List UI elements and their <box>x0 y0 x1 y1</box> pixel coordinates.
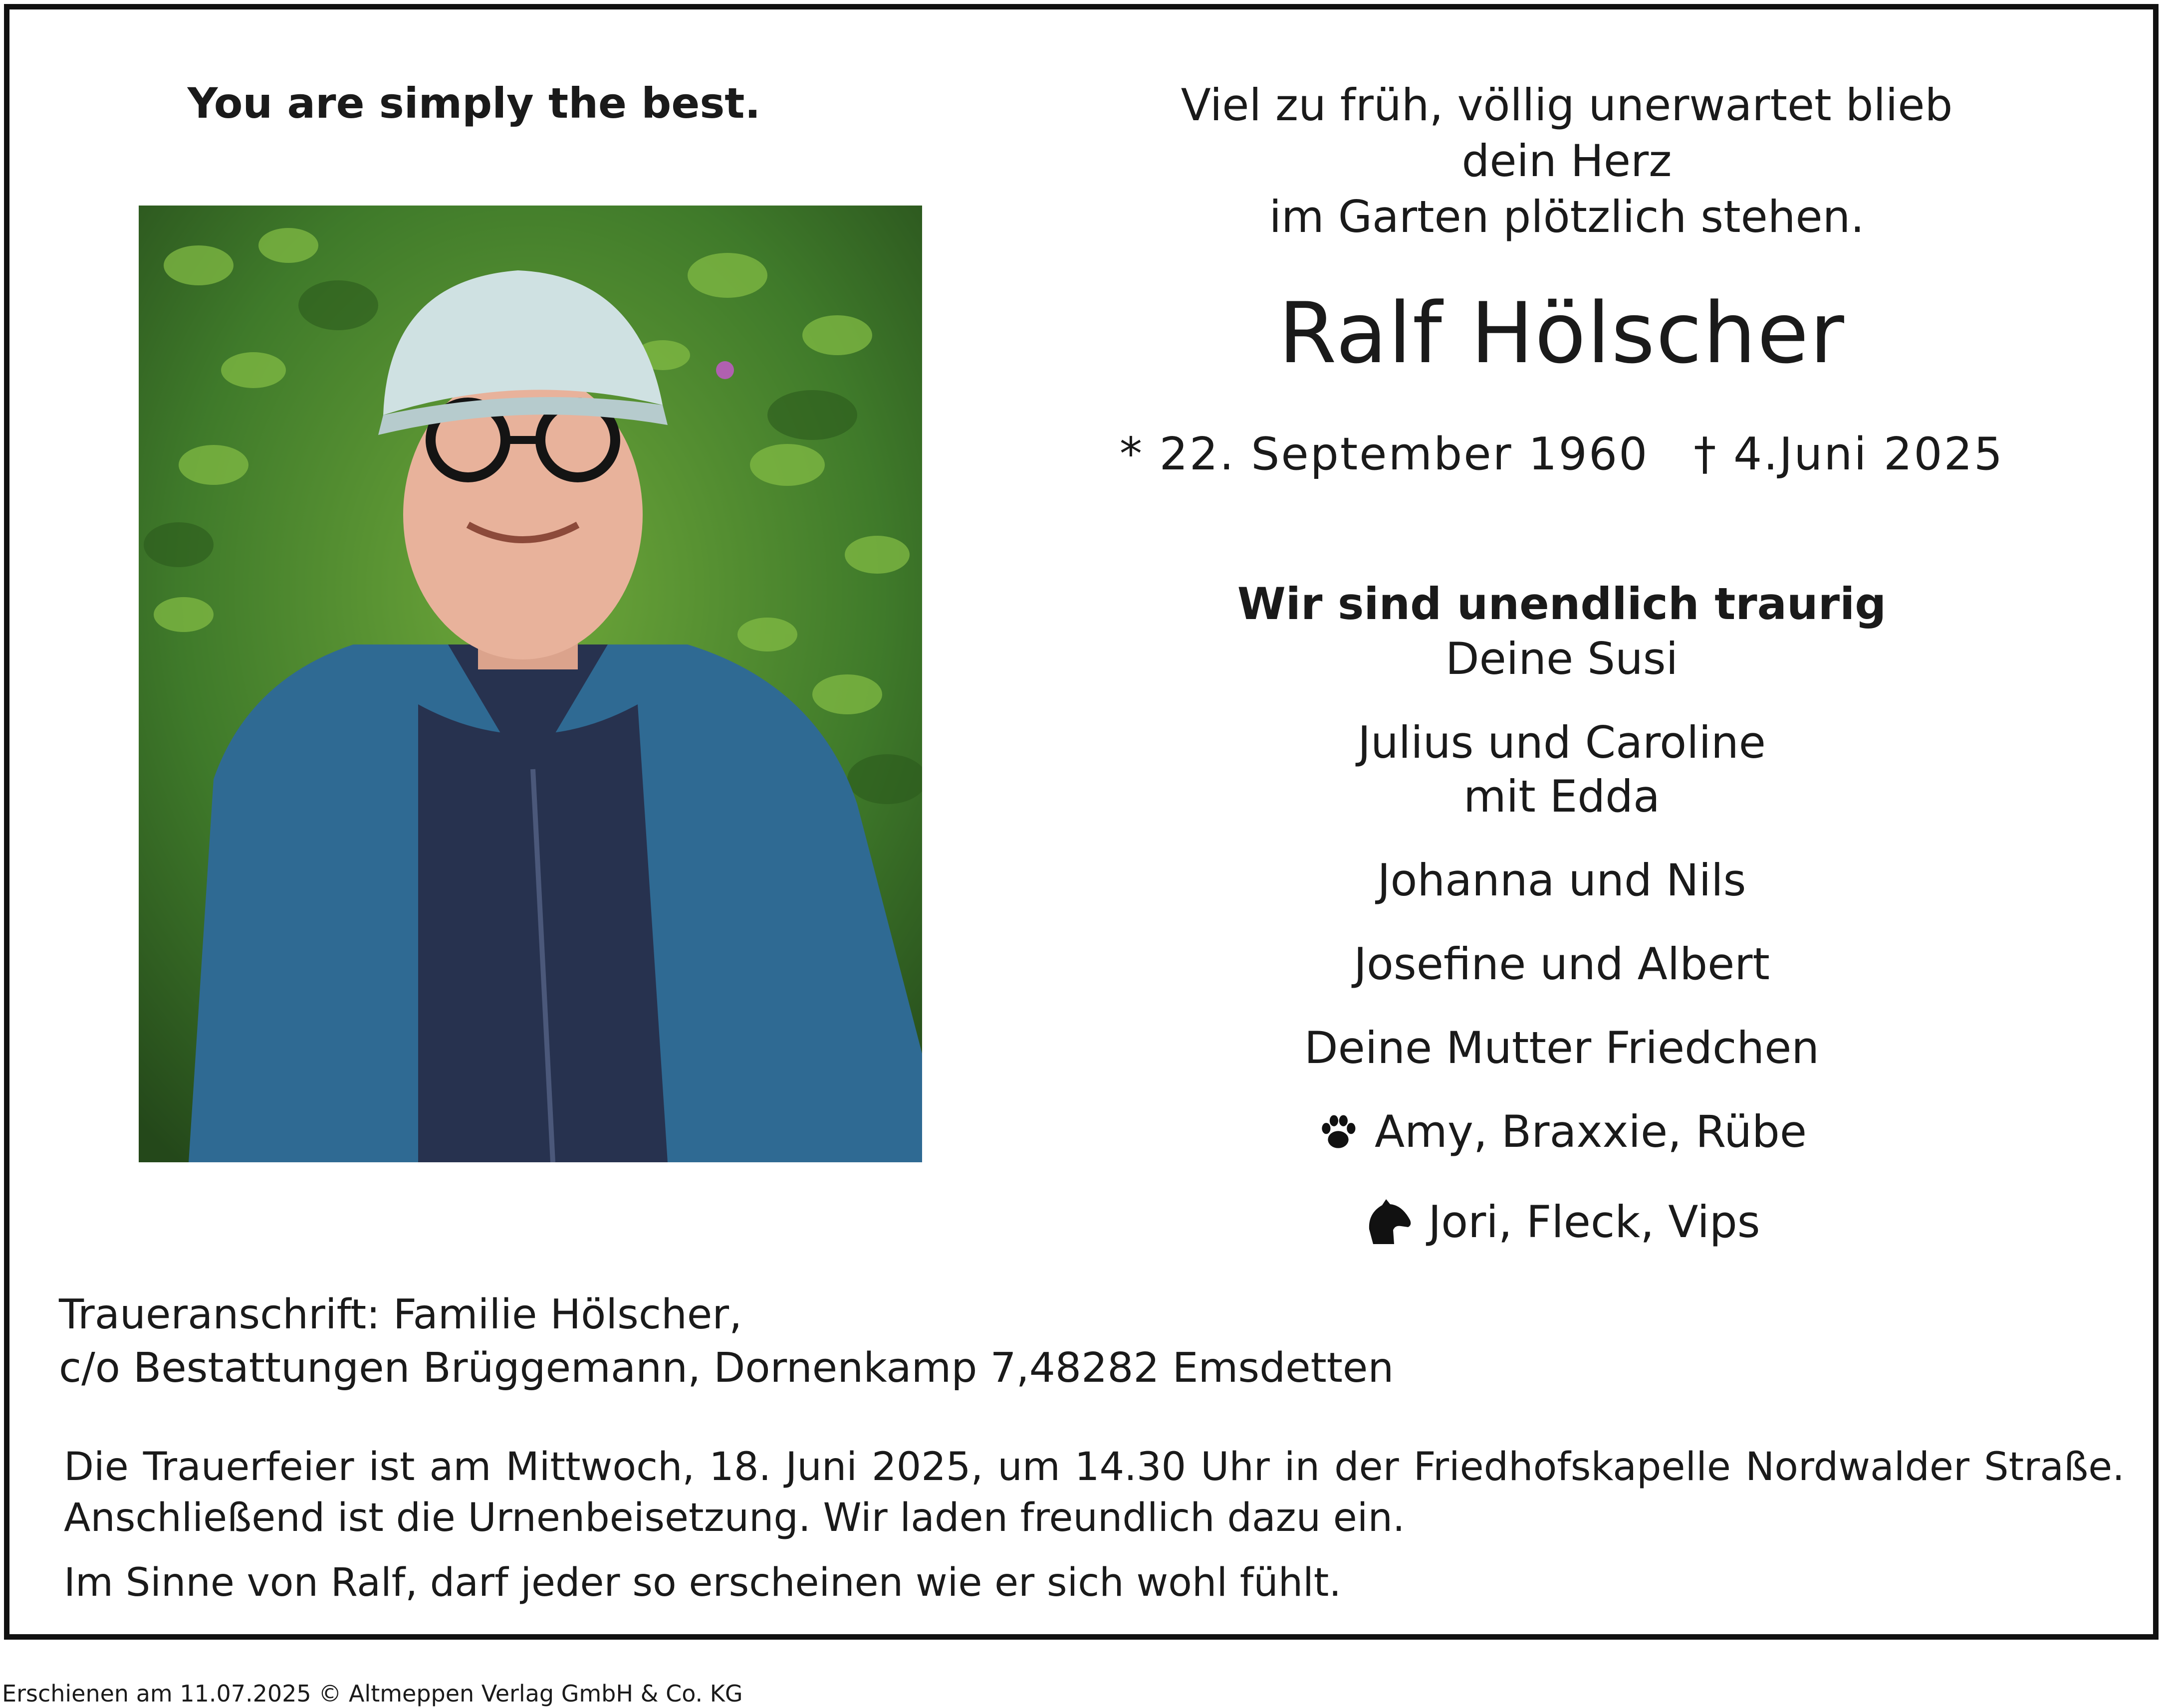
horse-head-icon <box>1363 1198 1413 1246</box>
mourner-line: mit Edda <box>1463 771 1660 822</box>
mourners-list <box>1163 576 1961 1258</box>
mourner-line: Josefine und Albert <box>1354 938 1770 990</box>
service-line: Die Trauerfeier ist am Mittwoch, 18. Juni 2025, um 14.30 Uhr in der Friedhofskapelle Nordwalder Straße. <box>64 1445 2125 1490</box>
mourner-line: Julius und Caroline <box>1358 717 1766 768</box>
portrait-photo <box>139 206 922 1162</box>
mourning-address <box>59 1288 1394 1395</box>
publication-footer: Erschienen am 11.07.2025 © Altmeppen Verlag GmbH & Co. KG <box>2 1680 743 1707</box>
pets-horses <box>1363 1195 1760 1249</box>
life-dates <box>1103 428 2021 480</box>
pets-dogs <box>1317 1105 1807 1159</box>
service-info <box>64 1442 2125 1608</box>
service-line: Im Sinne von Ralf, darf jeder so erscheinen wie er sich wohl fühlt. <box>64 1560 1342 1605</box>
address-line: c/o Bestattungen Brüggemann, Dornenkamp 7,48282 Emsdetten <box>59 1344 1394 1392</box>
pets-horses-label: Jori, Fleck, Vips <box>1428 1196 1760 1248</box>
deceased-name: Ralf Hölscher <box>1278 284 1845 382</box>
mourners-lead: Wir sind unendlich traurig <box>1237 578 1887 630</box>
quote <box>1128 77 2006 245</box>
service-line: Anschließend ist die Urnenbeisetzung. Wir laden freundlich dazu ein. <box>64 1495 1405 1540</box>
address-line: Traueranschrift: Familie Hölscher, <box>59 1291 742 1338</box>
paw-icon <box>1317 1110 1360 1153</box>
death-date: † 4.Juni 2025 <box>1693 428 2004 480</box>
pets-dogs-label: Amy, Braxxie, Rübe <box>1374 1106 1807 1157</box>
mourner-line: Deine Mutter Friedchen <box>1304 1022 1820 1073</box>
mourner-line: Johanna und Nils <box>1377 854 1746 906</box>
quote-line: Viel zu früh, völlig unerwartet blieb dein Herz <box>1181 79 1953 187</box>
quote-line: im Garten plötzlich stehen. <box>1269 191 1865 242</box>
motto: You are simply the best. <box>187 79 761 128</box>
birth-date: * 22. September 1960 <box>1119 428 1649 480</box>
mourner-line: Deine Susi <box>1445 633 1679 684</box>
